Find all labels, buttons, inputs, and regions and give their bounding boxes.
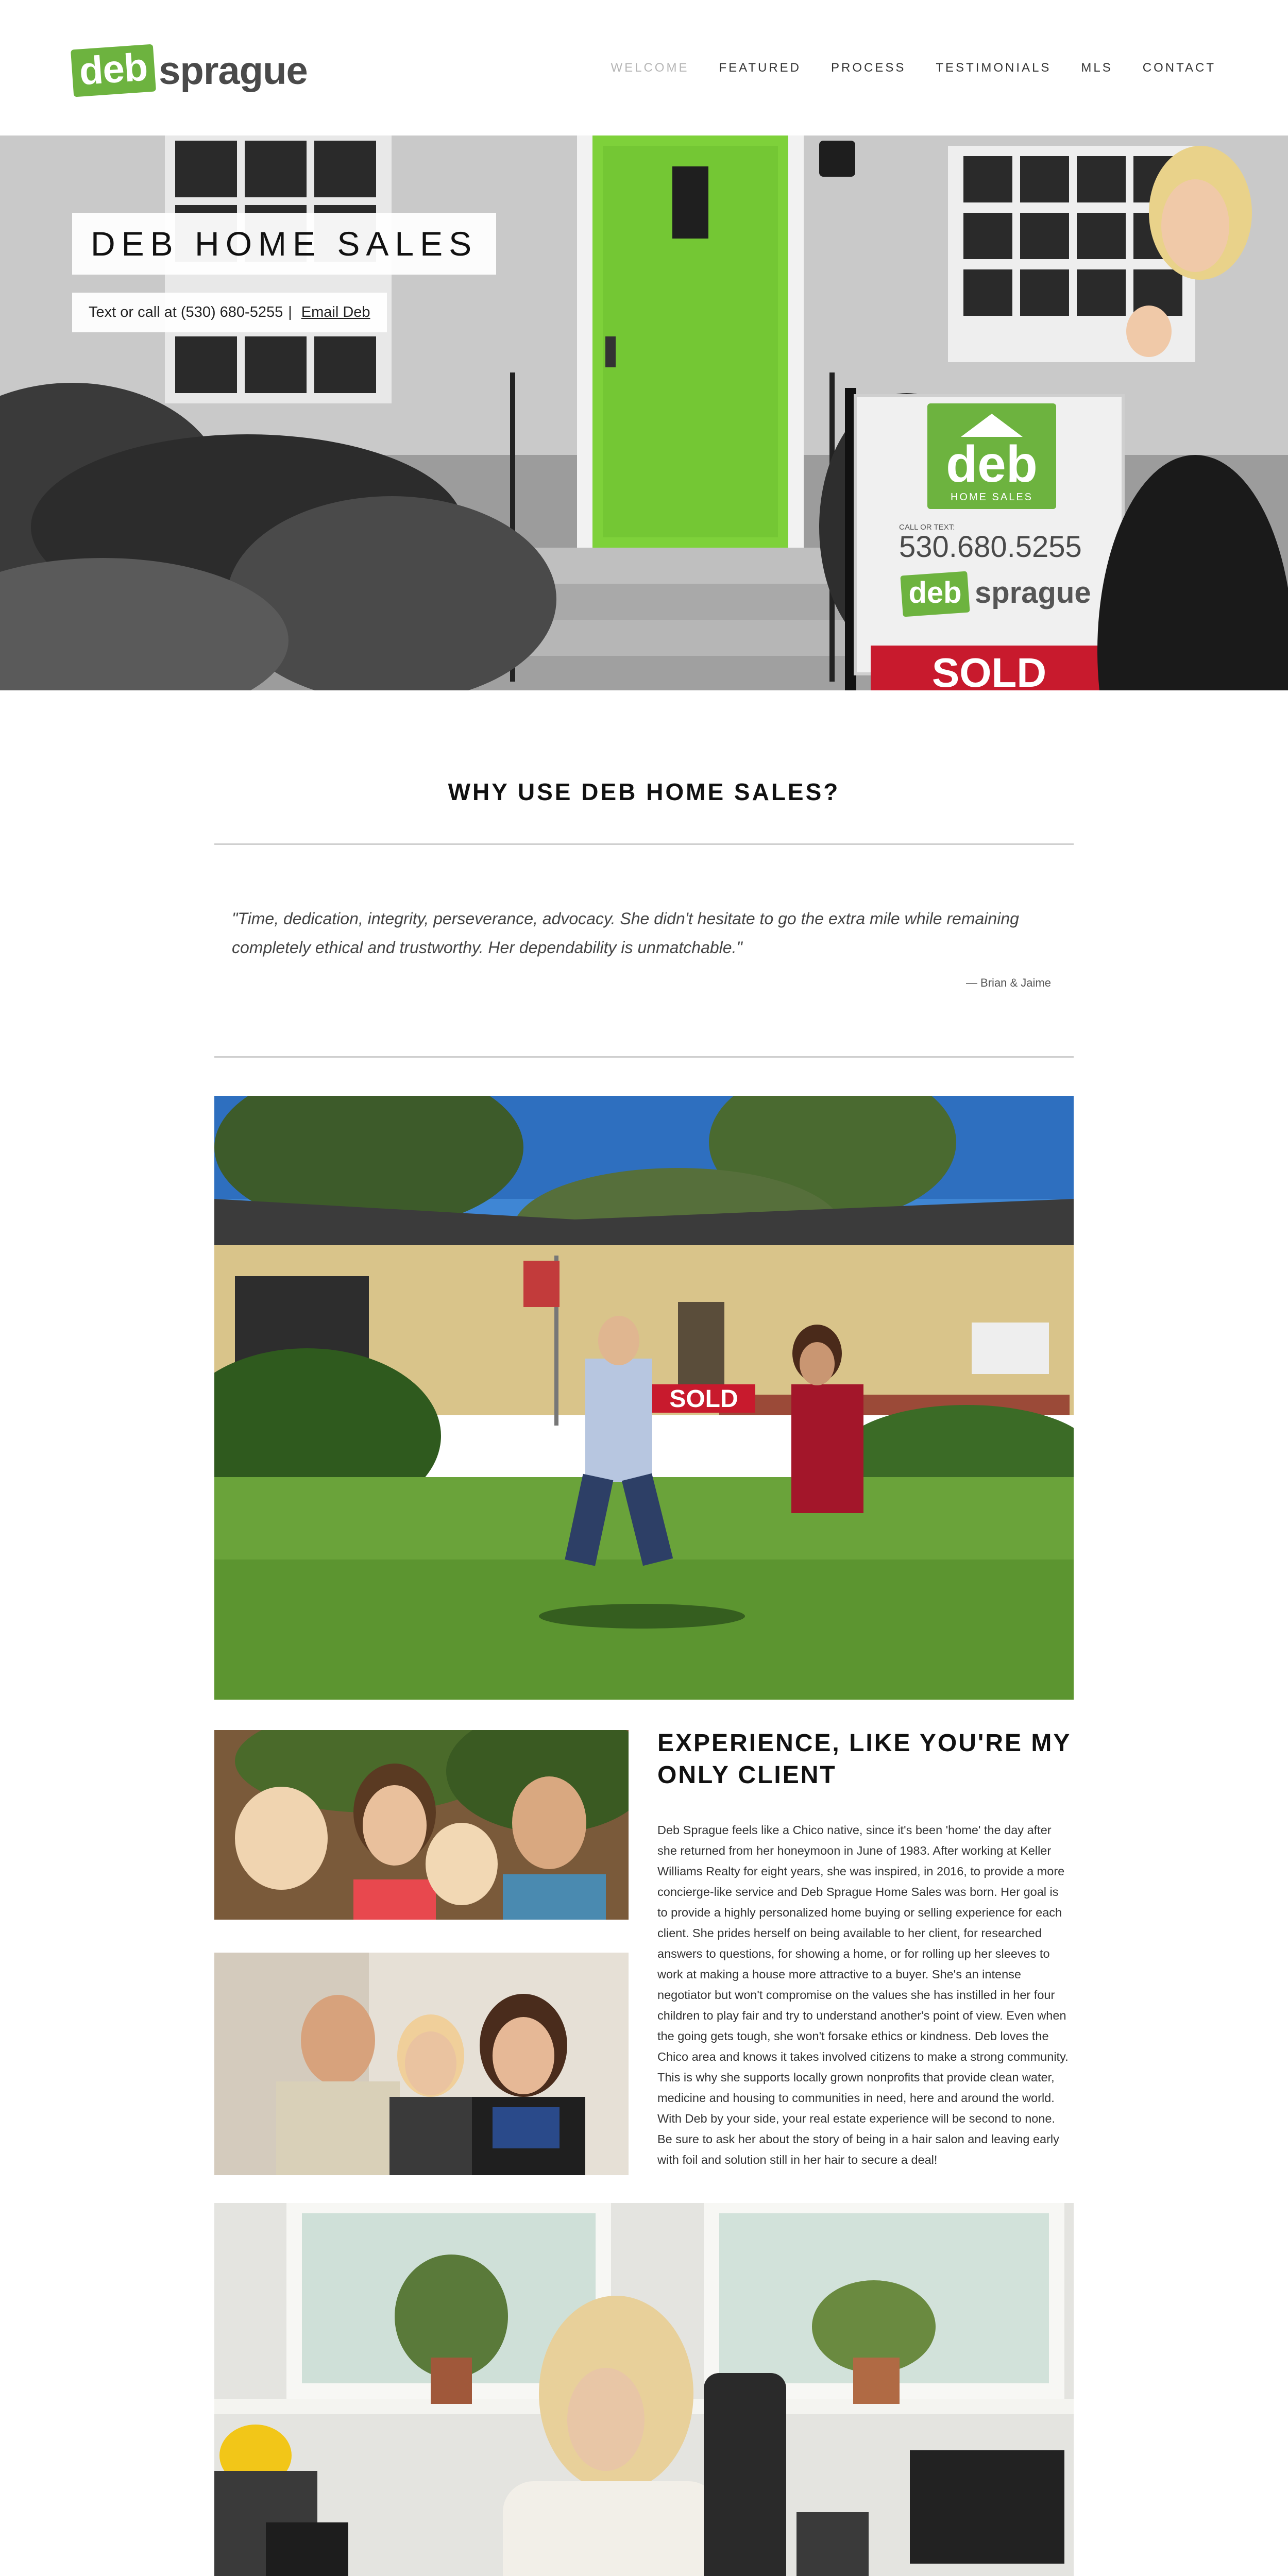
divider-top xyxy=(214,843,1074,845)
hero-banner xyxy=(0,135,1288,690)
photo-family-kids xyxy=(214,1730,629,1920)
why-section-title: WHY USE DEB HOME SALES? xyxy=(448,778,840,805)
testimonial-author: — Brian & Jaime xyxy=(965,976,1051,989)
sign-rider: SOLD xyxy=(931,650,1047,690)
photo-deb-office xyxy=(214,2203,1074,2576)
photo-clients-keys xyxy=(214,1953,629,2175)
sign-brand-2: sprague xyxy=(975,576,1091,609)
testimonial-quote: "Time, dedication, integrity, perseverance, advocacy. She didn't hesitate to go the extra mile while remaining completely ethical and trustworthy. Her dependability is unmatchable." xyxy=(232,909,1019,957)
photo-sold-sign: SOLD xyxy=(669,1385,738,1413)
sign-logo: deb xyxy=(946,435,1038,493)
logo-mark: deb xyxy=(71,44,156,97)
hero-contact-text: Text or call at (530) 680-5255 xyxy=(89,304,283,320)
photo-clients-jumping xyxy=(214,1096,1074,1700)
site-logo[interactable] xyxy=(72,45,308,96)
logo-wordmark: sprague xyxy=(159,48,308,93)
sign-phone: 530.680.5255 xyxy=(899,530,1082,564)
nav-item-welcome[interactable]: WELCOME xyxy=(611,61,689,75)
email-deb-link[interactable]: Email Deb xyxy=(301,304,370,320)
hero-contact-bar xyxy=(72,293,387,332)
sign-subtitle: HOME SALES xyxy=(950,492,1033,503)
hero-contact-separator: | xyxy=(288,304,292,320)
sign-call-label: CALL OR TEXT: xyxy=(899,523,955,532)
site-header xyxy=(0,0,1288,135)
hero-title: DEB HOME SALES xyxy=(72,213,496,275)
nav-item-process[interactable]: PROCESS xyxy=(831,61,906,75)
experience-body: Deb Sprague feels like a Chico native, since it's been 'home' the day after she returned from her honeymoon in June of 1983. After working at Keller Williams Realty for eight years, she was inspired, in 2016, to provide a more concierge-like service and Deb Sprague Home Sales was born. Her goal is to provide a highly personalized home buying or selling experience for each client. She prides herself on being available to her client, for researched answers to questions, for showing a home, or for rolling up her sleeves to work at making a house more attractive to a buyer. She's an intense negotiator but won't compromise on the values she has instilled in her four children to play fair and try to understand another's point of view. Even when the going gets tough, she won't forsake ethics or kindness. Deb loves the Chico area and knows it takes involved citizens to make a strong community. This is why she supports locally grown nonprofits that provide clean water, medicine and housing to communities in need, here and around the world. With Deb by your side, your real estate experience will be second to none. Be sure to ask her about the story of being in a hair salon and leaving early with foil and solution still in her hair to secure a deal! xyxy=(657,1823,1069,2166)
main-nav xyxy=(611,61,1216,75)
nav-item-contact[interactable]: CONTACT xyxy=(1142,61,1216,75)
experience-title: EXPERIENCE, LIKE YOU'RE MY ONLY CLIENT xyxy=(657,1730,1071,1789)
divider-bottom xyxy=(214,1056,1074,1058)
sign-brand-1: deb xyxy=(908,576,962,609)
nav-item-mls[interactable]: MLS xyxy=(1081,61,1113,75)
nav-item-featured[interactable]: FEATURED xyxy=(719,61,802,75)
nav-item-testimonials[interactable]: TESTIMONIALS xyxy=(936,61,1052,75)
